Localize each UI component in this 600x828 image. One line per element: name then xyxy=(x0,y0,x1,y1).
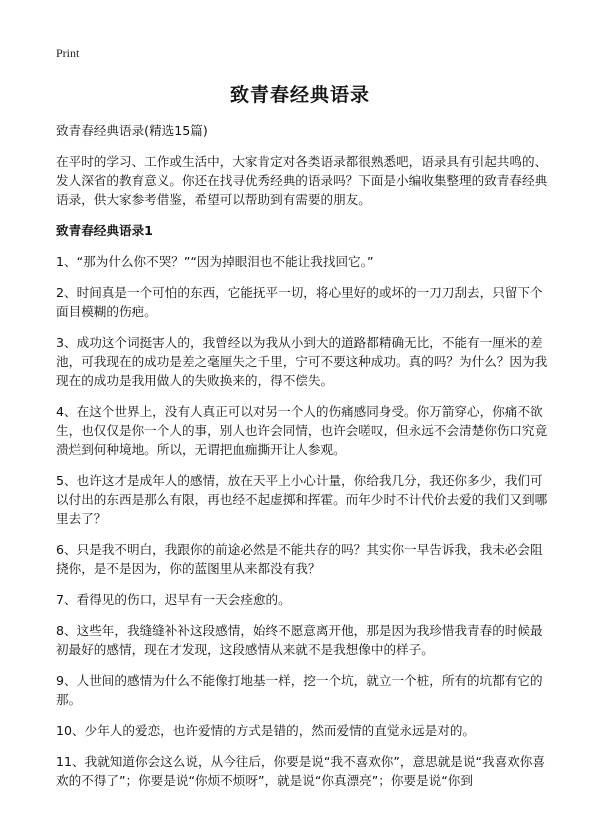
quote-3: 3、成功这个词挺害人的，我曾经以为我从小到大的道路都精确无比，不能有一厘米的差池，可我现在的成功是差之毫厘失之千里，宁可不要这种成功。真的吗？为什么？因为我现在的成功是我用做人的失败换来的，得不偿失。 xyxy=(56,335,548,388)
page-title: 致青春经典语录 xyxy=(229,84,370,106)
article-subtitle: 致青春经典语录(精选15篇) xyxy=(56,123,208,138)
article-body xyxy=(56,121,550,802)
quote-4: 4、在这个世界上，没有人真正可以对另一个人的伤痛感同身受。你万箭穿心，你痛不欲生，也仅仅是你一个人的事，别人也许会同情，也许会嗟叹，但永远不会清楚你伤口究竟溃烂到何种境地。所以，无谓把血痂撕开让人参观。 xyxy=(56,404,548,457)
quote-8: 8、这些年，我缝缝补补这段感情，始终不愿意离开他，那是因为我珍惜我青春的时候最初最好的感情，现在才发现，这段感情从来就不是我想像中的样子。 xyxy=(56,623,543,657)
print-link[interactable]: Print xyxy=(56,46,80,60)
quote-7: 7、看得见的伤口，迟早有一天会痊愈的。 xyxy=(56,592,291,607)
quote-6: 6、只是我不明白，我跟你的前途必然是不能共存的吗？其实你一早告诉我，我未必会阻挠你，是不是因为，你的蓝图里从来都没有我？ xyxy=(56,542,543,576)
quote-11: 11、我就知道你会这么说，从今往后，你要是说“我不喜欢你”，意思就是说“我喜欢你喜欢的不得了”；你要是说“你烦不烦呀”，就是说“你真漂亮”；你要是说“你到 xyxy=(56,754,545,788)
quote-2: 2、时间真是一个可怕的东西，它能抚平一切，将心里好的或坏的一刀刀刮去，只留下个面目模糊的伤疤。 xyxy=(56,285,543,319)
quote-5: 5、也许这才是成年人的感情，放在天平上小心计量，你给我几分，我还你多少，我们可以付出的东西是那么有限，再也经不起虚掷和挥霍。而年少时不计代价去爱的我们又到哪里去了？ xyxy=(56,473,548,526)
quote-9: 9、人世间的感情为什么不能像打地基一样，挖一个坑，就立一个桩，所有的坑都有它的那。 xyxy=(56,673,543,707)
intro-paragraph: 在平时的学习、工作或生活中，大家肯定对各类语录都很熟悉吧，语录具有引起共鸣的、发人深省的教育意义。你还在找寻优秀经典的语录吗？下面是小编收集整理的致青春经典语录，供大家参考借鉴，希望可以帮助到有需要的朋友。 xyxy=(56,154,548,207)
section-heading: 致青春经典语录1 xyxy=(56,223,153,238)
quote-10: 10、少年人的爱恋，也许爱情的方式是错的，然而爱情的直觉永远是对的。 xyxy=(56,723,476,738)
quote-1: 1、“那为什么你不哭？”“因为掉眼泪也不能让我找回它。” xyxy=(56,254,374,269)
